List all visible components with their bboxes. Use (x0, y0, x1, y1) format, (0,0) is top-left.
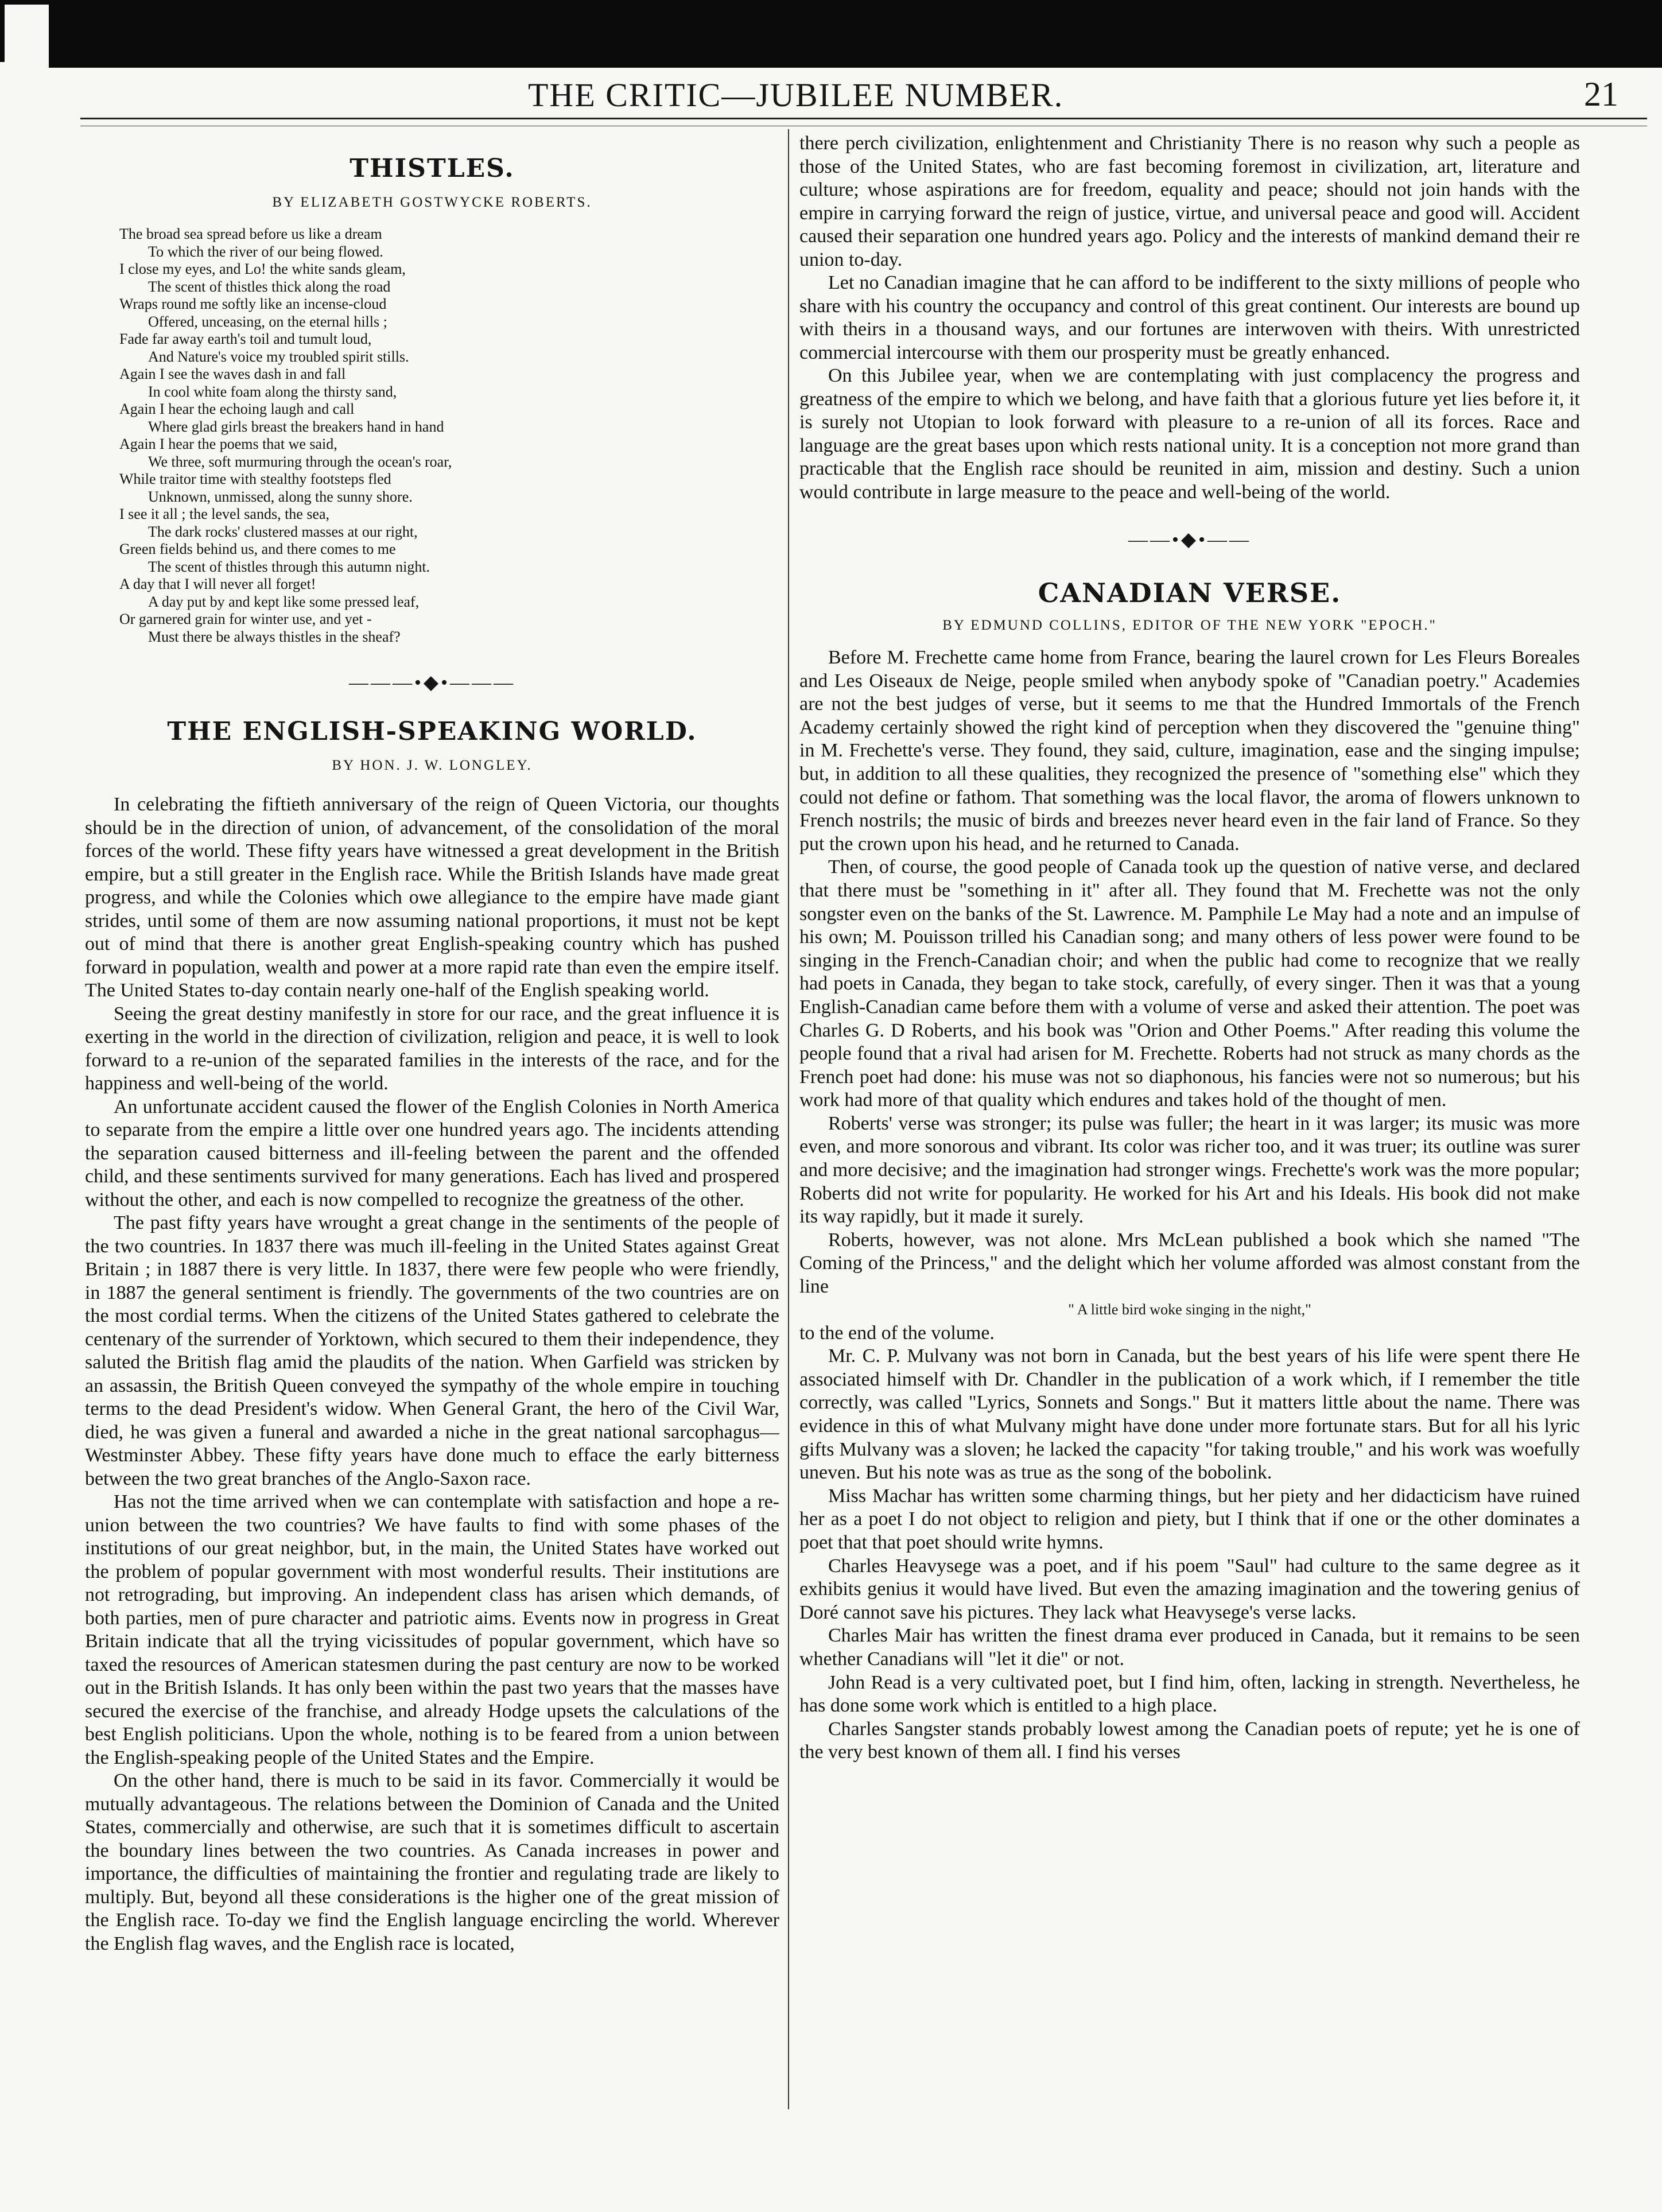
english-world-title: THE ENGLISH-SPEAKING WORLD. (167, 717, 697, 746)
article-paragraph: Then, of course, the good people of Canada took up the question of native verse, and declared that there must be "something in it" after all. They found that M. Frechette was not the only songster even on the banks of the St. Lawrence. M. Pamphile Le May had a note and an impulse of his own; M. Pouisson trilled his Canadian song; and many others of less power were found to be singing in the French-Canadian choir; and when the public had come to recognize that we really had poets in Canada, they began to take stock, carefully, of every singer. Then it was that a young English-Canadian came before them with a volume of verse and asked their attention. The poet was Charles G. D Roberts, and his book was "Orion and Other Poems." After reading this volume the people found that a rival had arisen for M. Frechette. Roberts had not struck as many chords as the French poet had done: his muse was not so diaphonous, his fancies were not so numerous; but his work had more of that quality which endures and takes hold of the thought of men. (799, 856, 1580, 1111)
poem-line: I see it all ; the level sands, the sea, (119, 506, 330, 522)
thistles-poem (119, 226, 779, 646)
poem-line: In cool white foam along the thirsty sand, (148, 383, 397, 400)
poem-line: A day put by and kept like some pressed leaf, (148, 593, 420, 610)
article-paragraph: Miss Machar has written some charming things, but her piety and her didacticism have ruined her as a poet I do not object to religion and piety, but I think that if one or the other dominates a poet that that poet should write hymns. (799, 1485, 1580, 1553)
article-paragraph: Roberts' verse was stronger; its pulse was fuller; the heart in it was larger; its music was more even, and more sonorous and vibrant. Its color was richer too, and it was truer; its outline was surer and more decisive; and the imagination had stronger wings. Frechette's work was the more popular; Roberts did not write for popularity. He worked for his Art and his Ideals. His book did not make its way rapidly, but it made it surely. (799, 1112, 1580, 1228)
article-paragraph: Charles Mair has written the finest drama ever produced in Canada, but it remains to be seen whether Canadians will "let it die" or not. (799, 1625, 1580, 1670)
article-paragraph: Roberts, however, was not alone. Mrs McLean published a book which she named "The Coming of the Princess," and the delight which her volume afforded was almost constant from the line (799, 1229, 1580, 1298)
top-corner-mark (0, 0, 73, 62)
poem-line: Where glad girls breast the breakers hand in hand (148, 418, 444, 435)
article-paragraph: Let no Canadian imagine that he can afford to be indifferent to the sixty millions of people who share with his country the occupancy and control of this great continent. Our interests are bound up with theirs in a thousand ways, and our fortunes are interwoven with theirs. With unrestricted commercial intercourse with them our prosperity must be greatly enhanced. (799, 272, 1580, 363)
thistles-byline: BY ELIZABETH GOSTWYCKE ROBERTS. (272, 195, 592, 210)
poem-line: A day that I will never all forget! (119, 576, 316, 592)
article-paragraph: to the end of the volume. (799, 1322, 995, 1344)
article-paragraph: The past fifty years have wrought a great change in the sentiments of the people of the two countries. In 1837 there was much ill-feeling in the United States against Great Britain ; in 1887 there is very little. In 1837, there were few people who were friendly, in 1887 the general sentiment is friendly. The governments of the two countries are on the most cordial terms. When the citizens of the United States gathered to celebrate the centenary of the surrender of Yorktown, which secured to them their independence, they saluted the British flag amid the plaudits of the nation. When Garfield was stricken by an assassin, the British Queen conveyed the sympathy of the whole empire in touching terms to the dead President's widow. When General Grant, the hero of the Civil War, died, he was given a funeral and awarded a niche in the great national sarcophagus—Westminster Abbey. These fifty years have done much to efface the early bitterness between the two great branches of the Anglo-Saxon race. (85, 1212, 779, 1489)
header-rule (80, 118, 1647, 119)
top-border-band (49, 0, 1662, 68)
article-paragraph: In celebrating the fiftieth anniversary of the reign of Queen Victoria, our thoughts should be in the direction of union, of advancement, of the consolidation of the moral forces of the world. These fifty years have witnessed a great development in the British empire, but a still greater in the English race. While the British Islands have made great progress, and while the Colonies which owe allegiance to the empire have made giant strides, until some of them are now assuming national proportions, it must not be kept out of mind that there is another great English-speaking country which has pushed forward in population, wealth and power at a more rapid rate than even the empire itself. The United States to-day contain nearly one-half of the English speaking world. (85, 794, 779, 1001)
canadian-verse-title: CANADIAN VERSE. (1038, 577, 1342, 608)
english-world-byline: BY HON. J. W. LONGLEY. (332, 758, 533, 773)
article-paragraph: Has not the time arrived when we can contemplate with satisfaction and hope a re-union between the two countries? We have faults to find with some phases of the institutions of our great neighbor, but, in the main, the United States have worked out the problem of popular government with most wonderful results. Their institutions are not retrograding, but improving. An independent class has arisen which demands, of both parties, men of pure character and patriotic aims. Events now in progress in Great Britain indicate that all the trying vicissitudes of popular government, which have so taxed the resources of American statesmen during the past century are now to be worked out in the British Islands. It has only been within the past two years that the masses have secured the exercise of the franchise, and already Hodge upsets the calculations of the best English politicians. Upon the whole, nothing is to be feared from a union between the English-speaking people of the United States and the Empire. (85, 1491, 779, 1768)
poem-line: Green fields behind us, and there comes to me (119, 541, 396, 557)
article-paragraph: Charles Heavysege was a poet, and if his poem "Saul" had culture to the same degree as it exhibits genius it would have lived. But even the amazing imagination and the towering genius of Doré cannot save his pictures. They lack what Heavysege's verse lacks. (799, 1555, 1580, 1623)
article-paragraph: On this Jubilee year, when we are contemplating with just complacency the progress and greatness of the empire to which we belong, and have faith that a glorious future yet lies before it, it is surely not Utopian to look forward with pleasure to a re-union of all its forces. Race and language are the great bases upon which rests national unity. It is a conception not more grand than practicable that the English race should be reunited in aim, mission and destiny. Such a union would contribute in large measure to the peace and well-being of the world. (799, 365, 1580, 503)
canadian-verse-byline: BY EDMUND COLLINS, EDITOR OF THE NEW YORK "EPOCH." (942, 618, 1437, 633)
poem-line: Again I hear the echoing laugh and call (119, 401, 355, 417)
poem-line: The dark rocks' clustered masses at our right, (148, 523, 418, 540)
poem-line: While traitor time with stealthy footsteps fled (119, 471, 391, 487)
quoted-line: " A little bird woke singing in the night," (1068, 1301, 1311, 1318)
poem-line: The scent of thistles through this autumn night. (148, 558, 430, 575)
poem-line: Offered, unceasing, on the eternal hills ; (148, 313, 387, 330)
article-paragraph: On the other hand, there is much to be said in its favor. Commercially it would be mutually advantageous. The relations between the Dominion of Canada and the United States, commercially and otherwise, are such that it is sometimes difficult to ascertain the boundary lines between the two countries. As Canada increases in power and importance, the difficulties of maintaining the frontier and regulating trade are likely to multiply. But, beyond all these considerations is the higher one of the great mission of the English race. To-day we find the English language encircling the world. Wherever the English flag waves, and the English race is located, (85, 1770, 779, 1954)
thistles-title: THISTLES. (350, 154, 515, 183)
running-head: THE CRITIC—JUBILEE NUMBER. (528, 76, 1064, 114)
poem-line: Unknown, unmissed, along the sunny shore. (148, 488, 413, 505)
poem-line: I close my eyes, and Lo! the white sands gleam, (119, 261, 406, 277)
left-column (85, 132, 779, 2198)
poem-line: Again I see the waves dash in and fall (119, 366, 346, 382)
article-paragraph: Charles Sangster stands probably lowest among the Canadian poets of repute; yet he is one of the very best known of them all. I find his verses (799, 1718, 1580, 1763)
article-paragraph-continued: there perch civilization, enlightenment and Christianity There is no reason why such a people as those of the United States, who are fast becoming foremost in civilization, art, literature and culture; whose aspirations are for freedom, equality and peace; should not join hands with the empire in carrying forward the reign of justice, virtue, and universal peace and good will. Accident caused their separation one hundred years ago. Policy and the interests of mankind demand their re union to-day. (799, 133, 1580, 270)
poem-line: Again I hear the poems that we said, (119, 436, 337, 452)
poem-line: Must there be always thistles in the sheaf? (148, 628, 401, 645)
poem-line: Or garnered grain for winter use, and yet - (119, 611, 372, 627)
section-ornament: ——•◆•—— (1128, 529, 1251, 550)
poem-line: We three, soft murmuring through the ocean's roar, (148, 453, 452, 470)
poem-line: The broad sea spread before us like a dream (119, 226, 382, 242)
right-column (799, 132, 1580, 2198)
section-ornament: ———•◆•——— (349, 672, 515, 693)
poem-line: Wraps round me softly like an incense-cloud (119, 296, 387, 312)
poem-line: And Nature's voice my troubled spirit stills. (148, 348, 409, 365)
poem-line: Fade far away earth's toil and tumult loud, (119, 331, 372, 347)
poem-line: To which the river of our being flowed. (148, 243, 383, 260)
article-paragraph: Mr. C. P. Mulvany was not born in Canada, but the best years of his life were spent there He associated himself with Dr. Chandler in the publication of a work which, if I remember the title correctly, was called "Lyrics, Sonnets and Songs." But it matters little about the name. There was evidence in this of what Mulvany might have done under more fortunate stars. But for all his lyric gifts Mulvany was a sloven; he lacked the capacity "for taking trouble," and his work was woefully uneven. But his note was as true as the song of the bobolink. (799, 1345, 1580, 1484)
column-rule (788, 129, 789, 2109)
article-paragraph: Before M. Frechette came home from France, bearing the laurel crown for Les Fleurs Boreales and Les Oiseaux de Neige, people smiled when anybody spoke of "Canadian poetry." Academies are not the best judges of verse, but it seems to me that the Hundred Immortals of the French Academy certainly showed the right kind of perception when they discovered the "genuine thing" in M. Frechette's verse. They found, they said, culture, imagination, ease and the singing impulse; but, in addition to all these qualities, they recognized the presence of "something else" which they could not define or fathom. That something was the local flavor, the aroma of flowers unknown to French nostrils; the music of birds and breezes never heard even in the fair land of France. So they put the crown upon his head, and he returned to Canada. (799, 647, 1580, 855)
article-paragraph: John Read is a very cultivated poet, but I find him, often, lacking in strength. Nevertheless, he has done some work which is entitled to a high place. (799, 1671, 1580, 1717)
page-number: 21 (1584, 75, 1618, 113)
article-paragraph: An unfortunate accident caused the flower of the English Colonies in North America to separate from the empire a little over one hundred years ago. The incidents attending the separation caused bitterness and ill-feeling between the parent and the offended child, and these sentiments survived for many generations. Each has lived and prospered without the other, and each is now compelled to recognize the greatness of the other. (85, 1096, 779, 1210)
article-paragraph: Seeing the great destiny manifestly in store for our race, and the great influence it is exerting in the world in the direction of civilization, religion and peace, it is well to look forward to a re-union of the separated families in the interests of the race, and for the happiness and well-being of the world. (85, 1003, 779, 1094)
poem-line: The scent of thistles thick along the road (148, 278, 391, 295)
